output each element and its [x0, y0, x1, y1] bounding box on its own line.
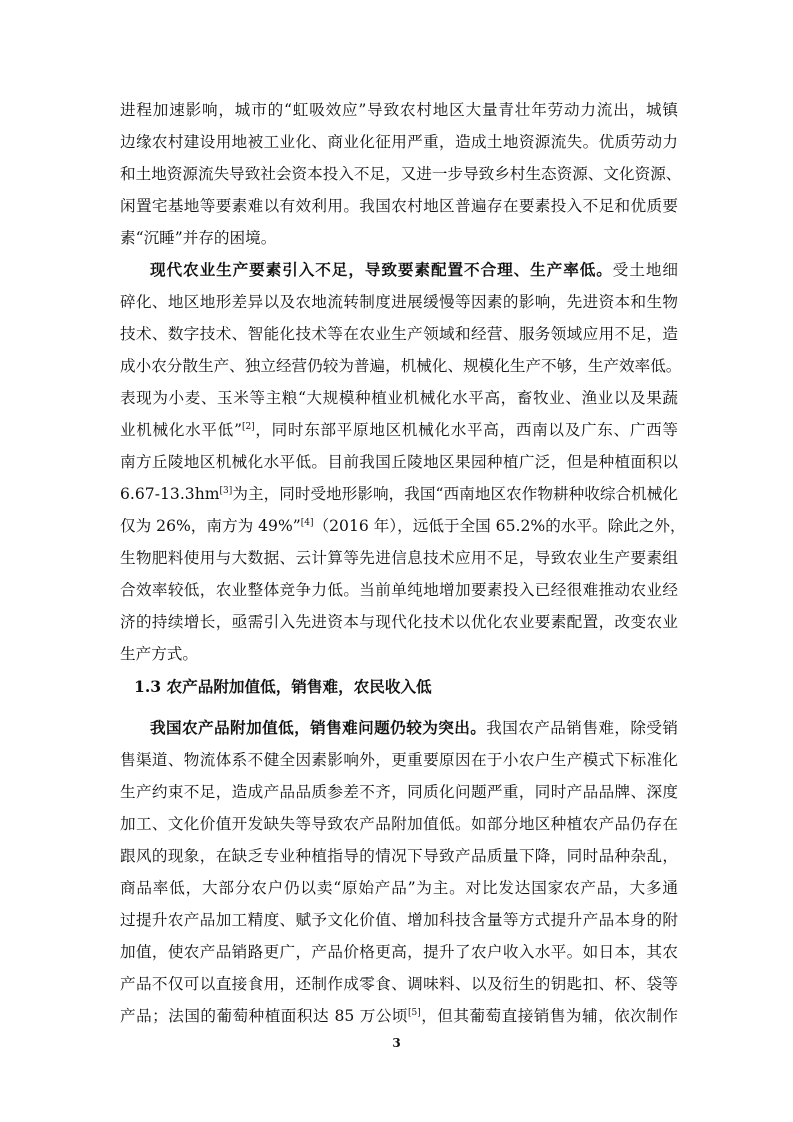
citation-ref-5: [5]	[407, 1007, 421, 1018]
para3-line-10-text-b: ，但其葡萄直接销售为辅，依次制作	[420, 1007, 678, 1025]
para2-line-9-text-b: （2016 年），远低于全国 65.2%的水平。除此之外，	[313, 517, 686, 535]
para1-line-1: 进程加速影响，城市的“虹吸效应”导致农村地区大量青壮年劳动力流出，城镇	[120, 101, 678, 119]
para2-line-6-text-b: ，同时东部平原地区机械化水平高，西南以及广东、广西等	[254, 421, 678, 439]
citation-ref-4: [4]	[300, 517, 314, 528]
para3-line-10-text-a: 产品；法国的葡萄种植面积达 85 万公顷	[120, 1007, 408, 1025]
para2-line-6	[120, 415, 678, 445]
para3-line-10	[120, 1001, 678, 1031]
para2-line-9	[120, 511, 686, 541]
para3-line-5: 跟风的现象，在缺乏专业种植指导的情况下导致产品质量下降，同时品种杂乱，	[120, 847, 678, 865]
para2-line-1	[150, 255, 678, 285]
para3-line-4: 加工、文化价值开发缺失等导致农产品附加值低。如部分地区种植农产品仍存在	[120, 815, 678, 833]
para1-line-2: 边缘农村建设用地被工业化、商业化征用严重，造成土地资源流失。优质劳动力	[120, 133, 678, 151]
para2-line-5: 表现为小麦、玉米等主粮“大规模种植业机械化水平高，畜牧业、渔业以及果蔬	[120, 389, 678, 407]
para2-line-11: 合效率较低，农业整体竞争力低。当前单纯地增加要素投入已经很难推动农业经	[120, 581, 678, 599]
para2-line-3: 技术、数字技术、智能化技术等在农业生产领域和经营、服务领域应用不足，造	[120, 325, 678, 343]
para3-line-7: 过提升农产品加工精度、赋予文化价值、增加科技含量等方式提升产品本身的附	[120, 911, 678, 929]
para2-line-8-text-a: 6.67-13.3hm	[120, 485, 220, 503]
para2-line-7: 南方丘陵地区机械化水平低。目前我国丘陵地区果园种植广泛，但是种植面积以	[120, 453, 678, 471]
para2-line-12: 济的持续增长，亟需引入先进资本与现代化技术以优化农业要素配置，改变农业	[120, 613, 678, 631]
para3-line-3: 生产约束不足，造成产品品质参差不齐，同质化问题严重，同时产品品牌、深度	[120, 783, 678, 801]
para2-lead-sentence: 现代农业生产要素引入不足，导致要素配置不合理、生产率低。	[150, 260, 613, 279]
citation-ref-3: [3]	[219, 485, 233, 496]
citation-ref-2: [2]	[241, 421, 255, 432]
para2-line-13: 生产方式。	[120, 645, 198, 663]
para1-line-5: 素“沉睡”并存的困境。	[120, 229, 277, 247]
para3-line-6: 商品率低，大部分农户仍以卖“原始产品”为主。对比发达国家农产品，大多通	[120, 879, 678, 897]
para2-line-4: 成小农分散生产、独立经营仍较为普遍，机械化、规模化生产不够，生产效率低。	[120, 357, 682, 375]
para2-line-6-text-a: 业机械化水平低”	[120, 421, 242, 439]
para3-line-2: 售渠道、物流体系不健全因素影响外，更重要原因在于小农户生产模式下标准化	[120, 751, 678, 769]
para3-line-8: 加值，使农产品销路更广，产品价格更高，提升了农户收入水平。如日本，其农	[120, 943, 678, 961]
para1-line-4: 闲置宅基地等要素难以有效利用。我国农村地区普遍存在要素投入不足和优质要	[120, 197, 678, 215]
para2-line-8	[120, 479, 678, 509]
para2-line-10: 生物肥料使用与大数据、云计算等先进信息技术应用不足，导致农业生产要素组	[120, 549, 678, 567]
para2-line-8-text-b: 为主，同时受地形影响，我国“西南地区农作物耕种收综合机械化	[232, 485, 678, 503]
para3-lead-sentence: 我国农产品附加值低，销售难问题仍较为突出。	[150, 718, 487, 737]
para2-line-9-text-a: 仅为 26%，南方为 49%”	[120, 517, 301, 535]
para1-line-3: 和土地资源流失导致社会资本投入不足，又进一步导致乡村生态资源、文化资源、	[120, 165, 682, 183]
para3-line-9: 产品不仅可以直接食用，还制作成零食、调味料、以及衍生的钥匙扣、杯、袋等	[120, 975, 678, 993]
para3-line-1-text: 我国农产品销售难，除受销	[486, 719, 678, 737]
para2-line-2: 碎化、地区地形差异以及农地流转制度进展缓慢等因素的影响，先进资本和生物	[120, 293, 678, 311]
section-heading: 1.3 农产品附加值低，销售难，农民收入低	[134, 677, 432, 696]
para3-line-1	[150, 713, 678, 743]
page-number: 3	[392, 1036, 401, 1050]
para2-line-1-text: 受土地细	[612, 261, 678, 279]
